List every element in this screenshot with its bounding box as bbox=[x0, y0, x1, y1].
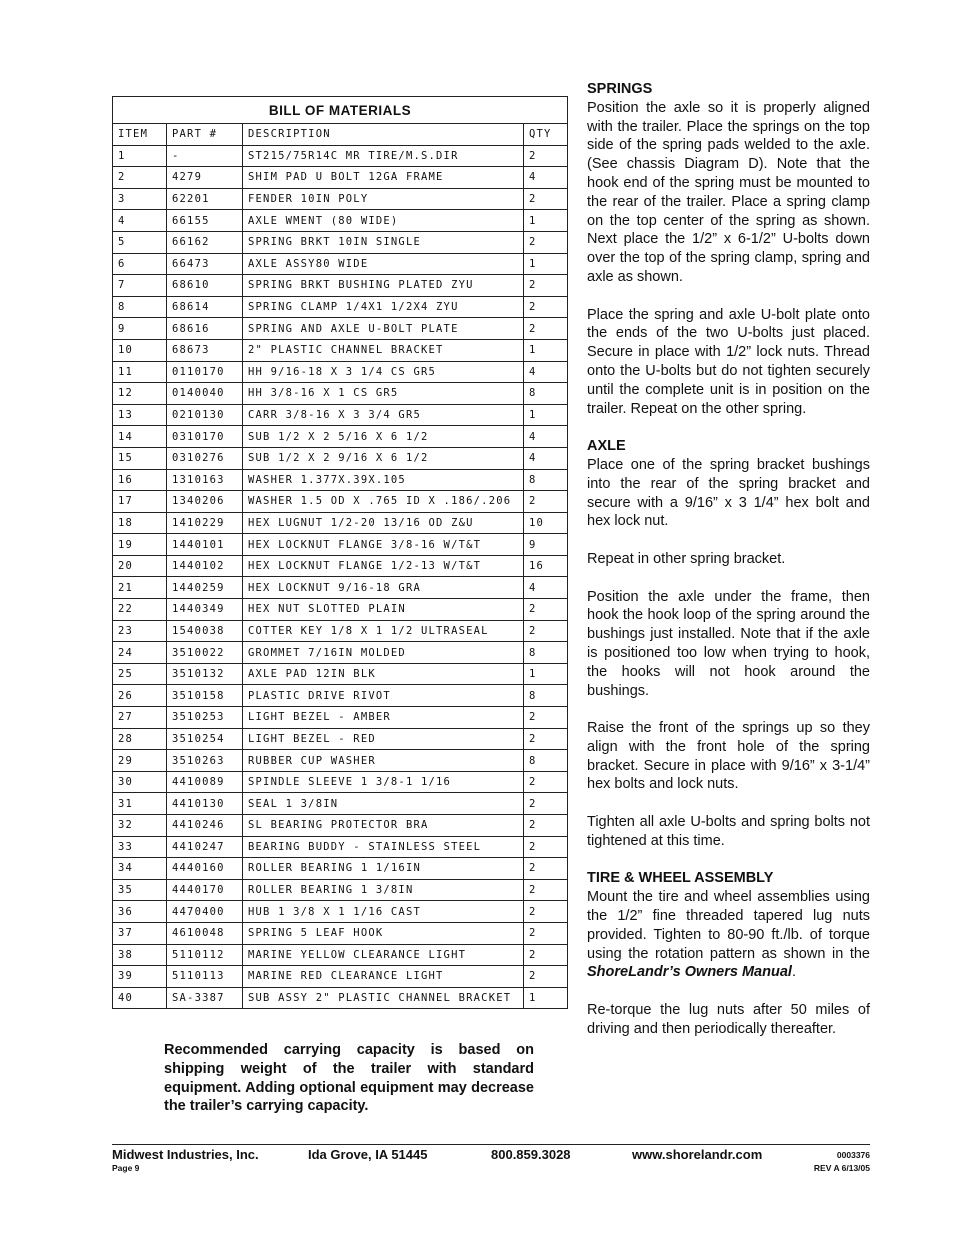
bom-part-number-cell: 1440101 bbox=[167, 534, 243, 556]
tire-text-end: . bbox=[791, 964, 796, 981]
bom-row bbox=[113, 771, 568, 793]
bom-qty-cell: 2 bbox=[524, 944, 568, 966]
bom-row bbox=[113, 361, 568, 383]
bom-qty-cell: 8 bbox=[524, 383, 568, 405]
bom-qty-cell: 2 bbox=[524, 879, 568, 901]
bom-row bbox=[113, 231, 568, 253]
bom-description-cell: LIGHT BEZEL - AMBER bbox=[243, 707, 524, 729]
bom-qty-cell: 1 bbox=[524, 663, 568, 685]
bom-part-number-cell: 1440102 bbox=[167, 555, 243, 577]
bom-qty-cell: 2 bbox=[524, 275, 568, 297]
bom-item-cell: 7 bbox=[113, 275, 167, 297]
bom-item-cell: 20 bbox=[113, 555, 167, 577]
bom-description-cell: WASHER 1.377X.39X.105 bbox=[243, 469, 524, 491]
bom-item-cell: 21 bbox=[113, 577, 167, 599]
footer-doc-number: 0003376 bbox=[836, 1150, 870, 1160]
bom-part-number-cell: 0140040 bbox=[167, 383, 243, 405]
footer-page-number: Page 9 bbox=[112, 1163, 140, 1173]
bom-row bbox=[113, 663, 568, 685]
bom-qty-cell: 2 bbox=[524, 728, 568, 750]
bom-item-cell: 6 bbox=[113, 253, 167, 275]
bom-description-cell: HEX LUGNUT 1/2-20 13/16 OD Z&U bbox=[243, 512, 524, 534]
bom-row bbox=[113, 577, 568, 599]
bom-description-cell: COTTER KEY 1/8 X 1 1/2 ULTRASEAL bbox=[243, 620, 524, 642]
bom-row bbox=[113, 599, 568, 621]
bom-part-number-cell: - bbox=[167, 145, 243, 167]
bom-item-cell: 15 bbox=[113, 447, 167, 469]
footer-website: www.shorelandr.com bbox=[632, 1147, 763, 1162]
bom-qty-cell: 8 bbox=[524, 469, 568, 491]
bom-row bbox=[113, 793, 568, 815]
bom-part-number-cell: 4410247 bbox=[167, 836, 243, 858]
bom-description-cell: SL BEARING PROTECTOR BRA bbox=[243, 815, 524, 837]
bom-item-cell: 19 bbox=[113, 534, 167, 556]
bom-item-cell: 31 bbox=[113, 793, 167, 815]
bom-item-cell: 23 bbox=[113, 620, 167, 642]
bom-item-cell: 16 bbox=[113, 469, 167, 491]
bom-item-cell: 26 bbox=[113, 685, 167, 707]
bom-item-cell: 39 bbox=[113, 966, 167, 988]
bom-description-cell: MARINE RED CLEARANCE LIGHT bbox=[243, 966, 524, 988]
bom-qty-cell: 1 bbox=[524, 404, 568, 426]
bom-description-cell: HEX LOCKNUT 9/16-18 GRA bbox=[243, 577, 524, 599]
bom-row bbox=[113, 707, 568, 729]
bom-part-number-cell: 1340206 bbox=[167, 491, 243, 513]
bom-item-cell: 12 bbox=[113, 383, 167, 405]
bom-description-cell: AXLE WMENT (80 WIDE) bbox=[243, 210, 524, 232]
bom-row bbox=[113, 145, 568, 167]
bom-part-number-cell: 0310276 bbox=[167, 447, 243, 469]
bom-description-cell: GROMMET 7/16IN MOLDED bbox=[243, 642, 524, 664]
bom-item-cell: 4 bbox=[113, 210, 167, 232]
tire-wheel-paragraph: Re-torque the lug nuts after 50 miles of driving and then periodically thereafter. bbox=[587, 1002, 870, 1037]
bom-qty-cell: 2 bbox=[524, 491, 568, 513]
bom-row bbox=[113, 750, 568, 772]
bom-qty-cell: 8 bbox=[524, 685, 568, 707]
bom-description-cell: BEARING BUDDY - STAINLESS STEEL bbox=[243, 836, 524, 858]
bom-title: BILL OF MATERIALS bbox=[113, 97, 568, 124]
bom-description-cell: HH 3/8-16 X 1 CS GR5 bbox=[243, 383, 524, 405]
bom-item-cell: 28 bbox=[113, 728, 167, 750]
bom-item-cell: 14 bbox=[113, 426, 167, 448]
bom-item-cell: 9 bbox=[113, 318, 167, 340]
bom-item-cell: 29 bbox=[113, 750, 167, 772]
bom-qty-cell: 4 bbox=[524, 577, 568, 599]
bom-row bbox=[113, 447, 568, 469]
bom-item-cell: 38 bbox=[113, 944, 167, 966]
bom-part-number-cell: 4610048 bbox=[167, 922, 243, 944]
bom-item-cell: 34 bbox=[113, 858, 167, 880]
bom-item-cell: 13 bbox=[113, 404, 167, 426]
axle-paragraph: Repeat in other spring bracket. bbox=[587, 550, 786, 567]
axle-heading: AXLE bbox=[587, 438, 626, 455]
bom-part-number-cell: 62201 bbox=[167, 188, 243, 210]
bom-row bbox=[113, 642, 568, 664]
bom-row bbox=[113, 404, 568, 426]
bom-item-cell: 33 bbox=[113, 836, 167, 858]
bom-row bbox=[113, 210, 568, 232]
bom-part-number-cell: 1310163 bbox=[167, 469, 243, 491]
bom-description-cell: HUB 1 3/8 X 1 1/16 CAST bbox=[243, 901, 524, 923]
footer-revision: REV A 6/13/05 bbox=[813, 1163, 870, 1173]
bom-part-number-cell: 3510132 bbox=[167, 663, 243, 685]
bom-description-cell: HEX LOCKNUT FLANGE 3/8-16 W/T&T bbox=[243, 534, 524, 556]
bom-description-cell: SEAL 1 3/8IN bbox=[243, 793, 524, 815]
header-qty: QTY bbox=[524, 124, 568, 146]
bom-row bbox=[113, 944, 568, 966]
bom-row bbox=[113, 879, 568, 901]
bom-qty-cell: 2 bbox=[524, 231, 568, 253]
bom-item-cell: 40 bbox=[113, 987, 167, 1009]
bom-qty-cell: 2 bbox=[524, 815, 568, 837]
axle-paragraph: Raise the front of the springs up so they align with the front hole of the spring bracket. Secure in place with 9/16” x 3-1/4” hex bolts and lock nuts. bbox=[587, 720, 870, 793]
bom-item-cell: 27 bbox=[113, 707, 167, 729]
bom-qty-cell: 2 bbox=[524, 188, 568, 210]
bom-qty-cell: 2 bbox=[524, 771, 568, 793]
bom-qty-cell: 16 bbox=[524, 555, 568, 577]
bom-item-cell: 24 bbox=[113, 642, 167, 664]
bom-row bbox=[113, 167, 568, 189]
bill-of-materials-table bbox=[112, 96, 568, 1009]
bom-part-number-cell: 3510253 bbox=[167, 707, 243, 729]
bom-qty-cell: 2 bbox=[524, 620, 568, 642]
bom-part-number-cell: 66155 bbox=[167, 210, 243, 232]
bom-row bbox=[113, 685, 568, 707]
header-description: DESCRIPTION bbox=[243, 124, 524, 146]
bom-row bbox=[113, 512, 568, 534]
bom-part-number-cell: 4279 bbox=[167, 167, 243, 189]
bom-part-number-cell: 4410130 bbox=[167, 793, 243, 815]
bom-item-cell: 2 bbox=[113, 167, 167, 189]
bom-description-cell: ST215/75R14C MR TIRE/M.S.DIR bbox=[243, 145, 524, 167]
bom-description-cell: FENDER 10IN POLY bbox=[243, 188, 524, 210]
bom-row bbox=[113, 815, 568, 837]
bom-part-number-cell: 1540038 bbox=[167, 620, 243, 642]
bom-qty-cell: 1 bbox=[524, 253, 568, 275]
bom-part-number-cell: 68614 bbox=[167, 296, 243, 318]
bom-description-cell: ROLLER BEARING 1 3/8IN bbox=[243, 879, 524, 901]
bom-item-cell: 11 bbox=[113, 361, 167, 383]
tire-wheel-paragraph bbox=[587, 888, 870, 982]
bom-row bbox=[113, 836, 568, 858]
bom-row bbox=[113, 620, 568, 642]
bom-item-cell: 35 bbox=[113, 879, 167, 901]
bom-description-cell: RUBBER CUP WASHER bbox=[243, 750, 524, 772]
bom-part-number-cell: 1440259 bbox=[167, 577, 243, 599]
bom-qty-cell: 4 bbox=[524, 361, 568, 383]
bom-part-number-cell: 3510022 bbox=[167, 642, 243, 664]
bom-row bbox=[113, 858, 568, 880]
bom-part-number-cell: 4440170 bbox=[167, 879, 243, 901]
bom-qty-cell: 9 bbox=[524, 534, 568, 556]
bom-row bbox=[113, 987, 568, 1009]
bom-row bbox=[113, 728, 568, 750]
bom-row bbox=[113, 469, 568, 491]
bom-part-number-cell: 66162 bbox=[167, 231, 243, 253]
bom-description-cell: SPRING BRKT 10IN SINGLE bbox=[243, 231, 524, 253]
bom-row bbox=[113, 188, 568, 210]
bom-item-cell: 1 bbox=[113, 145, 167, 167]
bom-qty-cell: 8 bbox=[524, 750, 568, 772]
bom-row bbox=[113, 426, 568, 448]
bom-item-cell: 22 bbox=[113, 599, 167, 621]
bom-description-cell: SPRING AND AXLE U-BOLT PLATE bbox=[243, 318, 524, 340]
bom-qty-cell: 2 bbox=[524, 296, 568, 318]
bom-qty-cell: 1 bbox=[524, 210, 568, 232]
instructions-column bbox=[587, 80, 870, 1057]
bom-description-cell: SPRING BRKT BUSHING PLATED ZYU bbox=[243, 275, 524, 297]
bom-body bbox=[113, 145, 568, 1009]
axle-paragraph: Place one of the spring bracket bushings into the rear of the spring bracket and secure with a 9/16” x 3 1/4” hex bolt and hex lock nut. bbox=[587, 456, 870, 530]
bom-part-number-cell: 4440160 bbox=[167, 858, 243, 880]
bom-row bbox=[113, 966, 568, 988]
springs-paragraph: Position the axle so it is properly aligned with the trailer. Place the springs on the top side of the spring pads welded to the axle. (See chassis Diagram D). Note that the hook end of the spring must be mounted to the rear of the trailer. Place a spring clamp on the top center of the spring as shown. Next place the 1/2” x 6-1/2” U-bolts down over the top of the spring clamp, spring and axle as shown. bbox=[587, 99, 870, 285]
springs-heading: SPRINGS bbox=[587, 81, 653, 97]
bom-item-cell: 8 bbox=[113, 296, 167, 318]
bom-part-number-cell: 68616 bbox=[167, 318, 243, 340]
footer-company: Midwest Industries, Inc. bbox=[112, 1147, 259, 1162]
bom-description-cell: MARINE YELLOW CLEARANCE LIGHT bbox=[243, 944, 524, 966]
bom-description-cell: SPRING 5 LEAF HOOK bbox=[243, 922, 524, 944]
bom-row bbox=[113, 534, 568, 556]
capacity-note: Recommended carrying capacity is based on shipping weight of the trailer with standard equipment. Adding optional equipment may decrease the trailer’s carrying capacity. bbox=[164, 1042, 534, 1115]
bom-item-cell: 5 bbox=[113, 231, 167, 253]
bom-part-number-cell: 68610 bbox=[167, 275, 243, 297]
bom-part-number-cell: 1410229 bbox=[167, 512, 243, 534]
bom-row bbox=[113, 901, 568, 923]
bom-part-number-cell: 5110112 bbox=[167, 944, 243, 966]
bom-qty-cell: 2 bbox=[524, 901, 568, 923]
axle-paragraph: Position the axle under the frame, then hook the hook loop of the spring around the bushings just installed. Note that if the axle is positioned too low when trying to hook, the hooks will not hook around the bushings. bbox=[587, 588, 870, 699]
bom-part-number-cell: 0210130 bbox=[167, 404, 243, 426]
bom-qty-cell: 10 bbox=[524, 512, 568, 534]
axle-paragraph: Tighten all axle U-bolts and spring bolts not tightened at this time. bbox=[587, 814, 870, 849]
bom-row bbox=[113, 296, 568, 318]
bom-row bbox=[113, 318, 568, 340]
bom-item-cell: 3 bbox=[113, 188, 167, 210]
bom-description-cell: HH 9/16-18 X 3 1/4 CS GR5 bbox=[243, 361, 524, 383]
header-part-number: PART # bbox=[167, 124, 243, 146]
bom-qty-cell: 4 bbox=[524, 447, 568, 469]
bom-part-number-cell: 0310170 bbox=[167, 426, 243, 448]
bom-description-cell: SUB ASSY 2" PLASTIC CHANNEL BRACKET bbox=[243, 987, 524, 1009]
bom-part-number-cell: 0110170 bbox=[167, 361, 243, 383]
owners-manual-title: ShoreLandr’s Owners Manual bbox=[587, 964, 792, 981]
bom-description-cell: ROLLER BEARING 1 1/16IN bbox=[243, 858, 524, 880]
bom-item-cell: 17 bbox=[113, 491, 167, 513]
bom-description-cell: SUB 1/2 X 2 9/16 X 6 1/2 bbox=[243, 447, 524, 469]
header-item: ITEM bbox=[113, 124, 167, 146]
bom-part-number-cell: 3510263 bbox=[167, 750, 243, 772]
bom-row bbox=[113, 275, 568, 297]
bom-description-cell: 2" PLASTIC CHANNEL BRACKET bbox=[243, 339, 524, 361]
bom-qty-cell: 4 bbox=[524, 167, 568, 189]
bom-qty-cell: 2 bbox=[524, 793, 568, 815]
bom-part-number-cell: 4470400 bbox=[167, 901, 243, 923]
bom-qty-cell: 2 bbox=[524, 966, 568, 988]
bom-description-cell: AXLE ASSY80 WIDE bbox=[243, 253, 524, 275]
bom-item-cell: 32 bbox=[113, 815, 167, 837]
bom-qty-cell: 1 bbox=[524, 339, 568, 361]
bom-row bbox=[113, 383, 568, 405]
bom-qty-cell: 2 bbox=[524, 145, 568, 167]
bom-qty-cell: 2 bbox=[524, 707, 568, 729]
bom-qty-cell: 2 bbox=[524, 836, 568, 858]
tire-wheel-heading: TIRE & WHEEL ASSEMBLY bbox=[587, 870, 774, 887]
bom-description-cell: CARR 3/8-16 X 3 3/4 GR5 bbox=[243, 404, 524, 426]
bom-part-number-cell: 4410089 bbox=[167, 771, 243, 793]
bom-qty-cell: 2 bbox=[524, 922, 568, 944]
footer-address: Ida Grove, IA 51445 bbox=[308, 1147, 428, 1162]
bom-description-cell: PLASTIC DRIVE RIVOT bbox=[243, 685, 524, 707]
bom-description-cell: HEX LOCKNUT FLANGE 1/2-13 W/T&T bbox=[243, 555, 524, 577]
bom-part-number-cell: 68673 bbox=[167, 339, 243, 361]
bom-description-cell: AXLE PAD 12IN BLK bbox=[243, 663, 524, 685]
springs-paragraph: Place the spring and axle U-bolt plate onto the ends of the two U-bolts just placed. Secure in place with 1/2” lock nuts. Thread onto the U-bolts but do not tighten securely until the complete unit is in position on the trailer. Repeat on the other spring. bbox=[587, 306, 870, 417]
bom-description-cell: SPRING CLAMP 1/4X1 1/2X4 ZYU bbox=[243, 296, 524, 318]
tire-text: Mount the tire and wheel assemblies using the 1/2” fine threaded tapered lug nuts provided. Tighten to 80-90 ft./lb. of torque using the rotation pattern as shown in the bbox=[587, 889, 870, 962]
bom-row bbox=[113, 922, 568, 944]
bom-item-cell: 18 bbox=[113, 512, 167, 534]
bom-description-cell: WASHER 1.5 OD X .765 ID X .186/.206 bbox=[243, 491, 524, 513]
bom-part-number-cell: 66473 bbox=[167, 253, 243, 275]
bom-description-cell: SUB 1/2 X 2 5/16 X 6 1/2 bbox=[243, 426, 524, 448]
bom-description-cell: SHIM PAD U BOLT 12GA FRAME bbox=[243, 167, 524, 189]
bom-row bbox=[113, 253, 568, 275]
footer-divider bbox=[112, 1144, 870, 1145]
bom-part-number-cell: 3510254 bbox=[167, 728, 243, 750]
bom-row bbox=[113, 555, 568, 577]
bom-description-cell: HEX NUT SLOTTED PLAIN bbox=[243, 599, 524, 621]
bom-item-cell: 25 bbox=[113, 663, 167, 685]
bom-row bbox=[113, 339, 568, 361]
bom-qty-cell: 2 bbox=[524, 599, 568, 621]
bom-item-cell: 37 bbox=[113, 922, 167, 944]
bom-qty-cell: 8 bbox=[524, 642, 568, 664]
bom-qty-cell: 1 bbox=[524, 987, 568, 1009]
bom-part-number-cell: 4410246 bbox=[167, 815, 243, 837]
bom-part-number-cell: SA-3387 bbox=[167, 987, 243, 1009]
bom-qty-cell: 2 bbox=[524, 318, 568, 340]
bom-item-cell: 10 bbox=[113, 339, 167, 361]
bom-description-cell: SPINDLE SLEEVE 1 3/8-1 1/16 bbox=[243, 771, 524, 793]
bom-qty-cell: 2 bbox=[524, 858, 568, 880]
footer-phone: 800.859.3028 bbox=[491, 1147, 571, 1162]
bom-part-number-cell: 3510158 bbox=[167, 685, 243, 707]
bom-part-number-cell: 5110113 bbox=[167, 966, 243, 988]
bom-part-number-cell: 1440349 bbox=[167, 599, 243, 621]
bom-description-cell: LIGHT BEZEL - RED bbox=[243, 728, 524, 750]
bom-header-row bbox=[113, 124, 568, 146]
bom-item-cell: 36 bbox=[113, 901, 167, 923]
bom-row bbox=[113, 491, 568, 513]
bom-item-cell: 30 bbox=[113, 771, 167, 793]
bom-qty-cell: 4 bbox=[524, 426, 568, 448]
